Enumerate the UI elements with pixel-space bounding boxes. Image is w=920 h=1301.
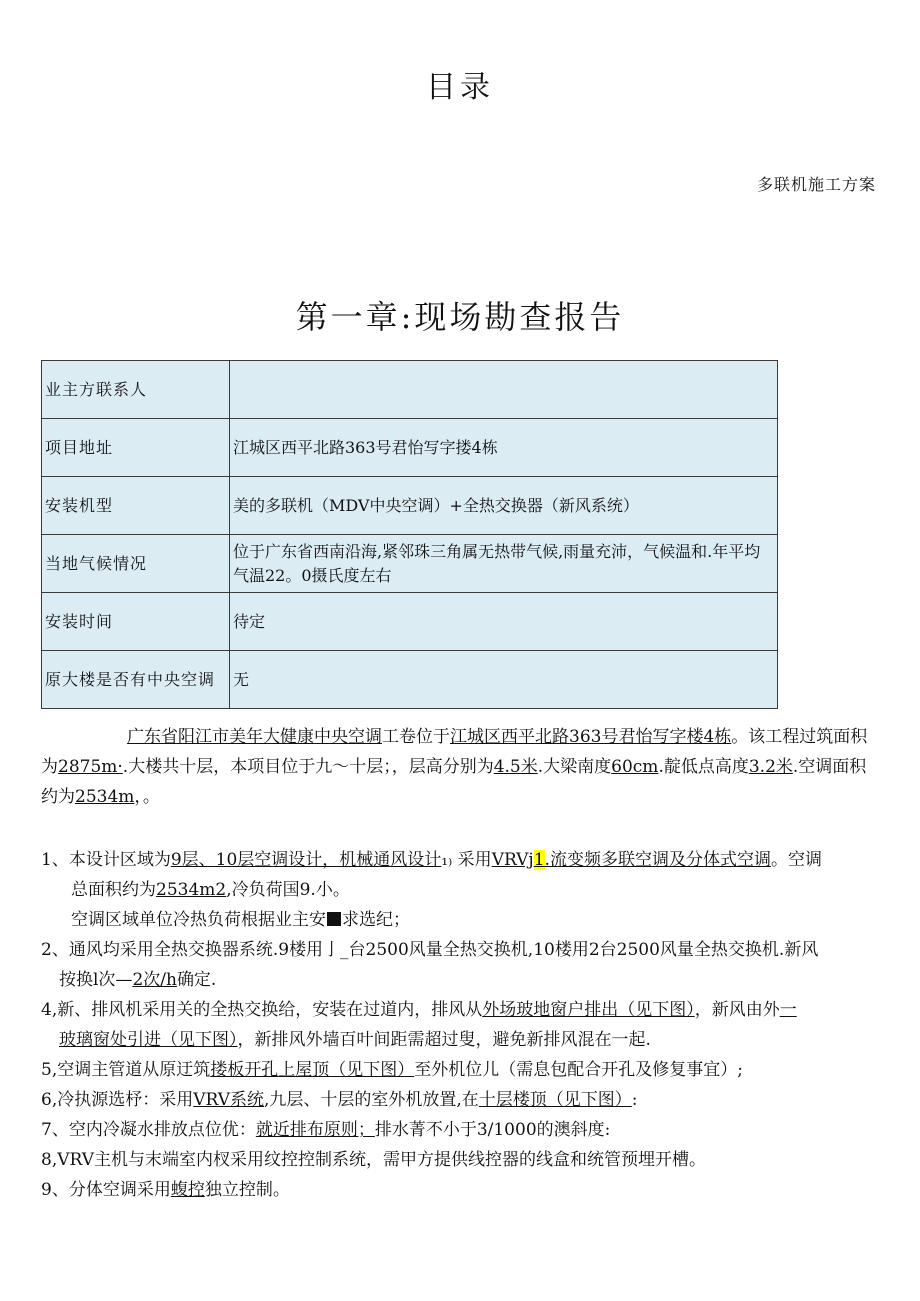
intro-text: .大梁南度 xyxy=(537,757,612,777)
intro-text: .大楼共十层，本项目位于九～十层；，层高分别为 xyxy=(122,757,494,777)
item-text: 7、空内冷凝水排放点位优： xyxy=(41,1120,256,1140)
design-notes-list xyxy=(41,845,881,1205)
item-text: 一 xyxy=(779,1000,797,1020)
intro-text: 。该工程过筑面积为 xyxy=(41,727,868,777)
highlight-mark: 1 xyxy=(533,850,545,870)
item-text: 4,新、排风机采用关的全热交换给，安装在过道内，排风从 xyxy=(41,1000,483,1020)
item-continuation xyxy=(41,1025,881,1055)
table-row xyxy=(42,593,778,651)
item-text: 空调区域单位冷热负荷根据业主安 xyxy=(71,910,326,930)
intro-text: 4.5米 xyxy=(493,757,538,777)
row-value xyxy=(230,361,778,419)
list-item xyxy=(41,1175,881,1205)
item-text: 8,VRV主机与末端室内杈采用纹控控制系统，需甲方提供线控器的线盒和统管预埋开槽。 xyxy=(41,1150,706,1170)
item-text: 按换l次— xyxy=(59,970,133,990)
item-text: 外场玻地窗户排出（见下图） xyxy=(482,1000,695,1020)
intro-text: 2534m xyxy=(75,787,135,807)
item-text: 十层楼顶（见下图） xyxy=(478,1090,632,1110)
list-item xyxy=(41,1055,881,1085)
intro-paragraph xyxy=(41,722,877,812)
survey-table xyxy=(41,360,778,709)
row-value: 无 xyxy=(230,651,778,709)
row-label: 项目地址 xyxy=(42,419,230,477)
intro-text: 3.2米 xyxy=(748,757,793,777)
item-text: : xyxy=(631,1090,638,1110)
row-value: 待定 xyxy=(230,593,778,651)
intro-text: 工卷位于 xyxy=(382,727,450,747)
item-text: 9层、10层空调设计，机械通风设计 xyxy=(170,850,442,870)
item-text: 确定. xyxy=(176,970,217,990)
list-item xyxy=(41,1085,881,1115)
chapter-title: 第一章:现场勘查报告 xyxy=(295,298,625,336)
item-text: 1、本设计区域为 xyxy=(41,850,171,870)
item-text: 搂板开孔上屋顶（见下图） xyxy=(210,1060,415,1080)
list-item xyxy=(41,995,881,1055)
item-continuation xyxy=(41,875,881,905)
table-row xyxy=(42,419,778,477)
item-text: VRVj xyxy=(491,850,534,870)
table-row xyxy=(42,477,778,535)
list-item xyxy=(41,845,881,935)
intro-text: 广东省阳江市美年大健康中央空调 xyxy=(127,727,382,747)
row-label: 安装时间 xyxy=(42,593,230,651)
item-text: 。空调 xyxy=(770,850,822,870)
item-text: 排水菁不小于3/1000的澳斜度: xyxy=(374,1120,611,1140)
item-text: 2次/h xyxy=(132,970,177,990)
toc-title: 目录 xyxy=(426,70,494,105)
item-text: 总面积约为 xyxy=(71,880,156,900)
item-text: ,九层、十层的室外机放置,在 xyxy=(263,1090,479,1110)
row-value: 位于广东省西南沿海,紧邻珠三角属无热带气候,雨量充沛，气候温和.年平均气温22。0摄氏度左右 xyxy=(230,535,778,593)
item-continuation xyxy=(41,905,881,935)
intro-text: 60cm xyxy=(611,757,659,777)
row-value: 江城区西平北路363号君怡写字搂4栋 xyxy=(230,419,778,477)
row-label: 业主方联系人 xyxy=(42,361,230,419)
table-row xyxy=(42,535,778,593)
item-text: ，新风由外 xyxy=(694,1000,780,1020)
item-text: 5,空调主管道从原迂筑 xyxy=(41,1060,211,1080)
item-text: 独立控制。 xyxy=(204,1180,290,1200)
row-label: 当地气候情况 xyxy=(42,535,230,593)
item-text: 2、通风均采用全热交换器系统.9楼用亅_台2500风量全热交换机,10楼用2台2500风量全热交换机.新风 xyxy=(41,940,819,960)
intro-text: ，。 xyxy=(134,787,160,807)
item-text: 蝮控 xyxy=(170,1180,205,1200)
list-item xyxy=(41,1115,881,1145)
intro-text: .靛低点高度 xyxy=(658,757,749,777)
item-text: 9、分体空调采用 xyxy=(41,1180,171,1200)
table-row xyxy=(42,361,778,419)
item-text: ,冷负荷国9.小。 xyxy=(226,880,350,900)
item-text: 6,冷执源选杼：采用 xyxy=(41,1090,194,1110)
table-row xyxy=(42,651,778,709)
item-text: 玻璃窗处引进（见下图） xyxy=(59,1030,238,1050)
item-text: VRV系统 xyxy=(193,1090,264,1110)
item-text: ₁₎ 采用 xyxy=(441,850,492,870)
item-text: 2534m2 xyxy=(156,880,227,900)
row-value: 美的多联机（MDV中央空调）+全热交换器（新风系统） xyxy=(230,477,778,535)
item-text: 就近排布原则； xyxy=(255,1120,375,1140)
item-continuation xyxy=(41,965,881,995)
document-subtitle: 多联机施工方案 xyxy=(756,175,876,194)
row-label: 原大楼是否有中央空调 xyxy=(42,651,230,709)
list-item xyxy=(41,1145,881,1175)
item-text: 至外机位儿（需息包配合开孔及修复事宜）; xyxy=(414,1060,743,1080)
item-text: .流变频多联空调及分体式空调 xyxy=(544,850,771,870)
intro-text: 江城区西平北路363号君怡写字楼4栋 xyxy=(450,727,732,747)
item-text: ，新排风外墙百叶间距需超过叟，避免新排风混在一起. xyxy=(237,1030,651,1050)
intro-text: 2875m· xyxy=(58,757,123,777)
intro-text: .空调面积约为 xyxy=(41,757,867,807)
row-label: 安装机型 xyxy=(42,477,230,535)
list-item xyxy=(41,935,881,995)
item-text: 求选纪； xyxy=(342,910,410,930)
redaction-block-icon xyxy=(327,912,341,926)
